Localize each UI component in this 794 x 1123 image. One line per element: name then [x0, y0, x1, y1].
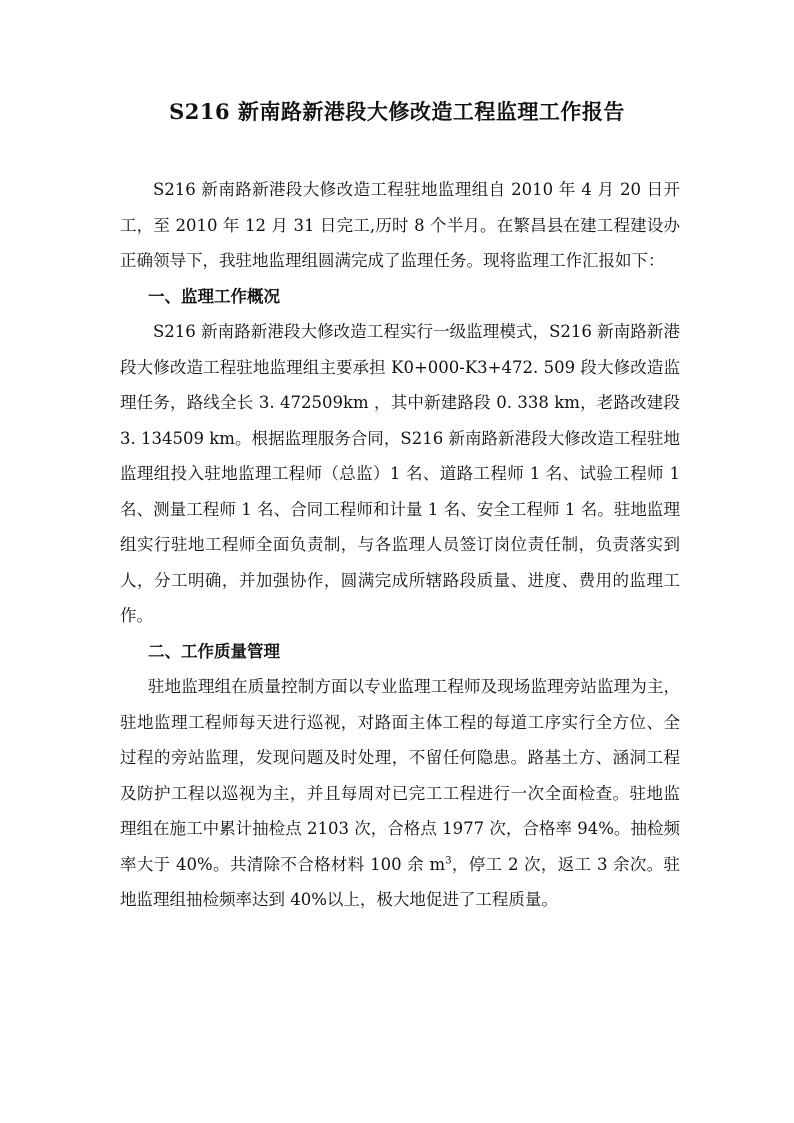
- document-title: S216 新南路新港段大修改造工程监理工作报告: [169, 99, 625, 124]
- section-paragraph-quality: [120, 669, 680, 918]
- document-body: [120, 172, 680, 918]
- intro-paragraph: S216 新南路新港段大修改造工程驻地监理组自 2010 年 4 月 20 日开工，至 2010 年 12 月 31 日完工,历时 8 个半月。在繁昌县在建工程建设办正确领导下，我驻地监理组圆满完成了监理任务。现将监理工作汇报如下：: [120, 180, 680, 270]
- quality-text-part-1: 驻地监理组在质量控制方面以专业监理工程师及现场监理旁站监理为主，驻地监理工程师每天进行巡视，对路面主体工程的每道工序实行全方位、全过程的旁站监理，发现问题及时处理，不留任何隐患。路基土方、涵洞工程及防护工程以巡视为主，并且每周对已完工工程进行一次全面检查。驻地监理组在施工中累计抽检点 2103 次，合格点 1977 次，合格率 94%。抽检频率大于 40%。共清除不合格材料 100 余 m: [120, 677, 680, 874]
- cubic-superscript: 3: [445, 855, 452, 866]
- section-paragraph-overview: S216 新南路新港段大修改造工程实行一级监理模式，S216 新南路新港段大修改造工程驻地监理组主要承担 K0+000-K3+472. 509 段大修改造监理任务，路线全长 3. 472509km ，其中新建路段 0. 338 km，老路改建段 3. 134509 km。根据监理服务合同，S216 新南路新港段大修改造工程驻地监理组投入驻地监理工程师（总监）1 名、道路工程师 1 名、试验工程师 1 名、测量工程师 1 名、合同工程师和计量 1 名、安全工程师 1 名。驻地监理组实行驻地工程师全面负责制，与各监理人员签订岗位责任制，负责落实到人，分工明确，并加强协作，圆满完成所辖路段质量、进度、费用的监理工作。: [120, 322, 680, 625]
- section-heading-overview: 一、监理工作概况: [148, 286, 280, 306]
- section-heading-quality: 二、工作质量管理: [148, 641, 280, 661]
- quality-text-part-2: ，停工 2 次，返工 3 余次。驻地监理组抽检频率达到 40%以上，极大地促进了工程质量。: [120, 854, 680, 909]
